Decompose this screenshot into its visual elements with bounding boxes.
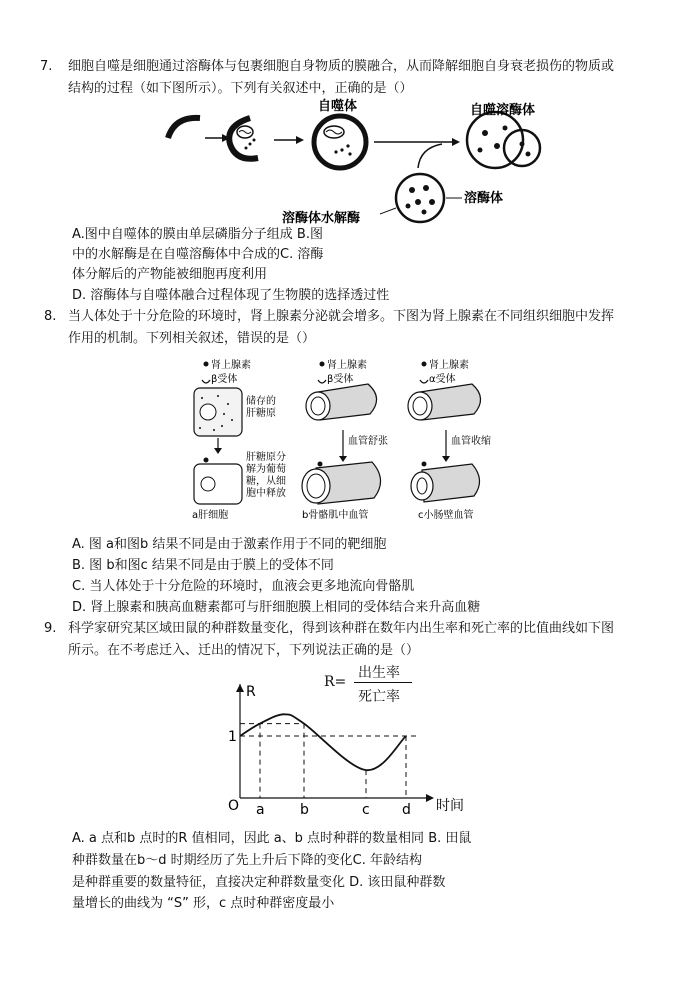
x-axis-arrow	[426, 794, 434, 802]
x-tick-label-b: b	[300, 802, 309, 816]
svg-text:α受体: α受体	[429, 374, 456, 385]
svg-text:β受体: β受体	[327, 374, 354, 385]
x-tick-label-c: c	[362, 802, 370, 816]
svg-text:解为葡萄: 解为葡萄	[246, 464, 286, 475]
svg-text:血管舒张: 血管舒张	[348, 436, 388, 447]
panel-a-liver-cell	[192, 358, 286, 521]
crescent-membrane	[168, 118, 200, 138]
q9-stem-line1: 科学家研究某区域田鼠的种群数量变化，得到该种群在数年内出生率和死亡率的比值曲线如下图	[68, 621, 615, 636]
svg-text:肾上腺素: 肾上腺素	[429, 360, 469, 371]
svg-text:储存的: 储存的	[246, 396, 276, 407]
q8-number: 8.	[44, 309, 57, 324]
q8-stem-line1: 当人体处于十分危险的环境时，肾上腺素分泌就会增多。下图为肾上腺素在不同组织细胞中发挥	[68, 309, 615, 324]
q8-option-c: C. 当人体处于十分危险的环境时，血液会更多地流向骨骼肌	[72, 579, 415, 594]
svg-text:肾上腺素: 肾上腺素	[327, 360, 367, 371]
q7-autophagy-figure	[150, 98, 570, 226]
label-lysosome: 溶酶体	[464, 191, 504, 206]
lysosome	[396, 174, 444, 222]
q9-options-line3: 是种群重要的数量特征，直接决定种群数量变化 D. 该田鼠种群数	[72, 875, 446, 890]
svg-text:肝糖原分: 肝糖原分	[246, 452, 286, 463]
y-axis-arrow	[236, 684, 244, 692]
svg-text:肝糖原: 肝糖原	[246, 408, 276, 419]
q7-number: 7.	[40, 59, 53, 74]
caption-c: c小肠壁血管	[418, 510, 474, 521]
q7-options-line2: 中的水解酶是在自噬溶酶体中合成的C. 溶酶	[72, 247, 324, 262]
formula-lhs: R=	[324, 674, 347, 690]
q7-stem-line2: 结构的过程（如下图所示）。下列有关叙述中，正确的是（）	[68, 81, 413, 96]
autolysosome	[467, 112, 540, 168]
y-tick-label-1: 1	[228, 729, 237, 745]
q8-option-b: B. 图 b和图c 结果不同是由于膜上的受体不同	[72, 558, 334, 573]
label-autophagosome: 自噬体	[318, 99, 358, 114]
q9-chart	[220, 676, 470, 816]
x-tick-label-d: d	[402, 802, 411, 816]
x-tick-label-a: a	[256, 802, 265, 816]
q7-options-line1: A.图中自噬体的膜由单层磷脂分子组成 B.图	[72, 227, 323, 242]
caption-b: b骨骼肌中血管	[302, 510, 369, 521]
svg-text:胞中释放: 胞中释放	[246, 488, 286, 499]
origin-label: O	[228, 798, 240, 814]
q8-option-a: A. 图 a和图b 结果不同是由于激素作用于不同的靶细胞	[72, 537, 387, 552]
q9-stem-line2: 所示。在不考虑迁入、迁出的情况下，下列说法正确的是（）	[68, 643, 420, 658]
svg-text:肾上腺素: 肾上腺素	[211, 360, 251, 371]
q8-stem-line2: 作用的机制。下列相关叙述，错误的是（）	[68, 331, 316, 346]
y-axis-label: R	[246, 684, 256, 700]
svg-text:血管收缩: 血管收缩	[451, 436, 491, 447]
formula-denominator: 死亡率	[358, 689, 400, 705]
q8-option-d: D. 肾上腺素和胰高血糖素都可与肝细胞膜上相同的受体结合来升高血糖	[72, 600, 481, 615]
q8-epinephrine-figure	[188, 356, 508, 524]
q9-options-line1: A. a 点和b 点时的R 值相同，因此 a、b 点时种群的数量相同 B. 田鼠	[72, 831, 472, 846]
q7-options-line3: 体分解后的产物能被细胞再度利用	[72, 267, 268, 282]
r-curve	[240, 714, 406, 770]
autophagosome	[314, 116, 366, 168]
panel-c-intestine-vessel	[408, 358, 491, 521]
caption-a: a肝细胞	[192, 510, 229, 521]
q9-number: 9.	[44, 621, 57, 636]
x-axis-label: 时间	[436, 798, 464, 814]
engulfing-stage	[229, 118, 258, 159]
q7-options-line4: D. 溶酶体与自噬体融合过程体现了生物膜的选择透过性	[72, 288, 390, 303]
label-hydrolase: 溶酶体水解酶	[282, 211, 361, 226]
label-autolysosome: 自噬溶酶体	[470, 103, 536, 118]
q9-options-line2: 种群数量在b～d 时期经历了先上升后下降的变化C. 年龄结构	[72, 853, 422, 868]
q9-options-line4: 量增长的曲线为 “S” 形，c 点时种群密度最小	[72, 896, 335, 911]
svg-text:β受体: β受体	[211, 374, 238, 385]
formula-numerator: 出生率	[358, 665, 400, 681]
svg-text:糖，从细: 糖，从细	[246, 476, 286, 487]
panel-b-muscle-vessel	[302, 358, 388, 521]
q7-stem-line1: 细胞自噬是细胞通过溶酶体与包裹细胞自身物质的膜融合，从而降解细胞自身衰老损伤的物质或	[68, 59, 615, 74]
